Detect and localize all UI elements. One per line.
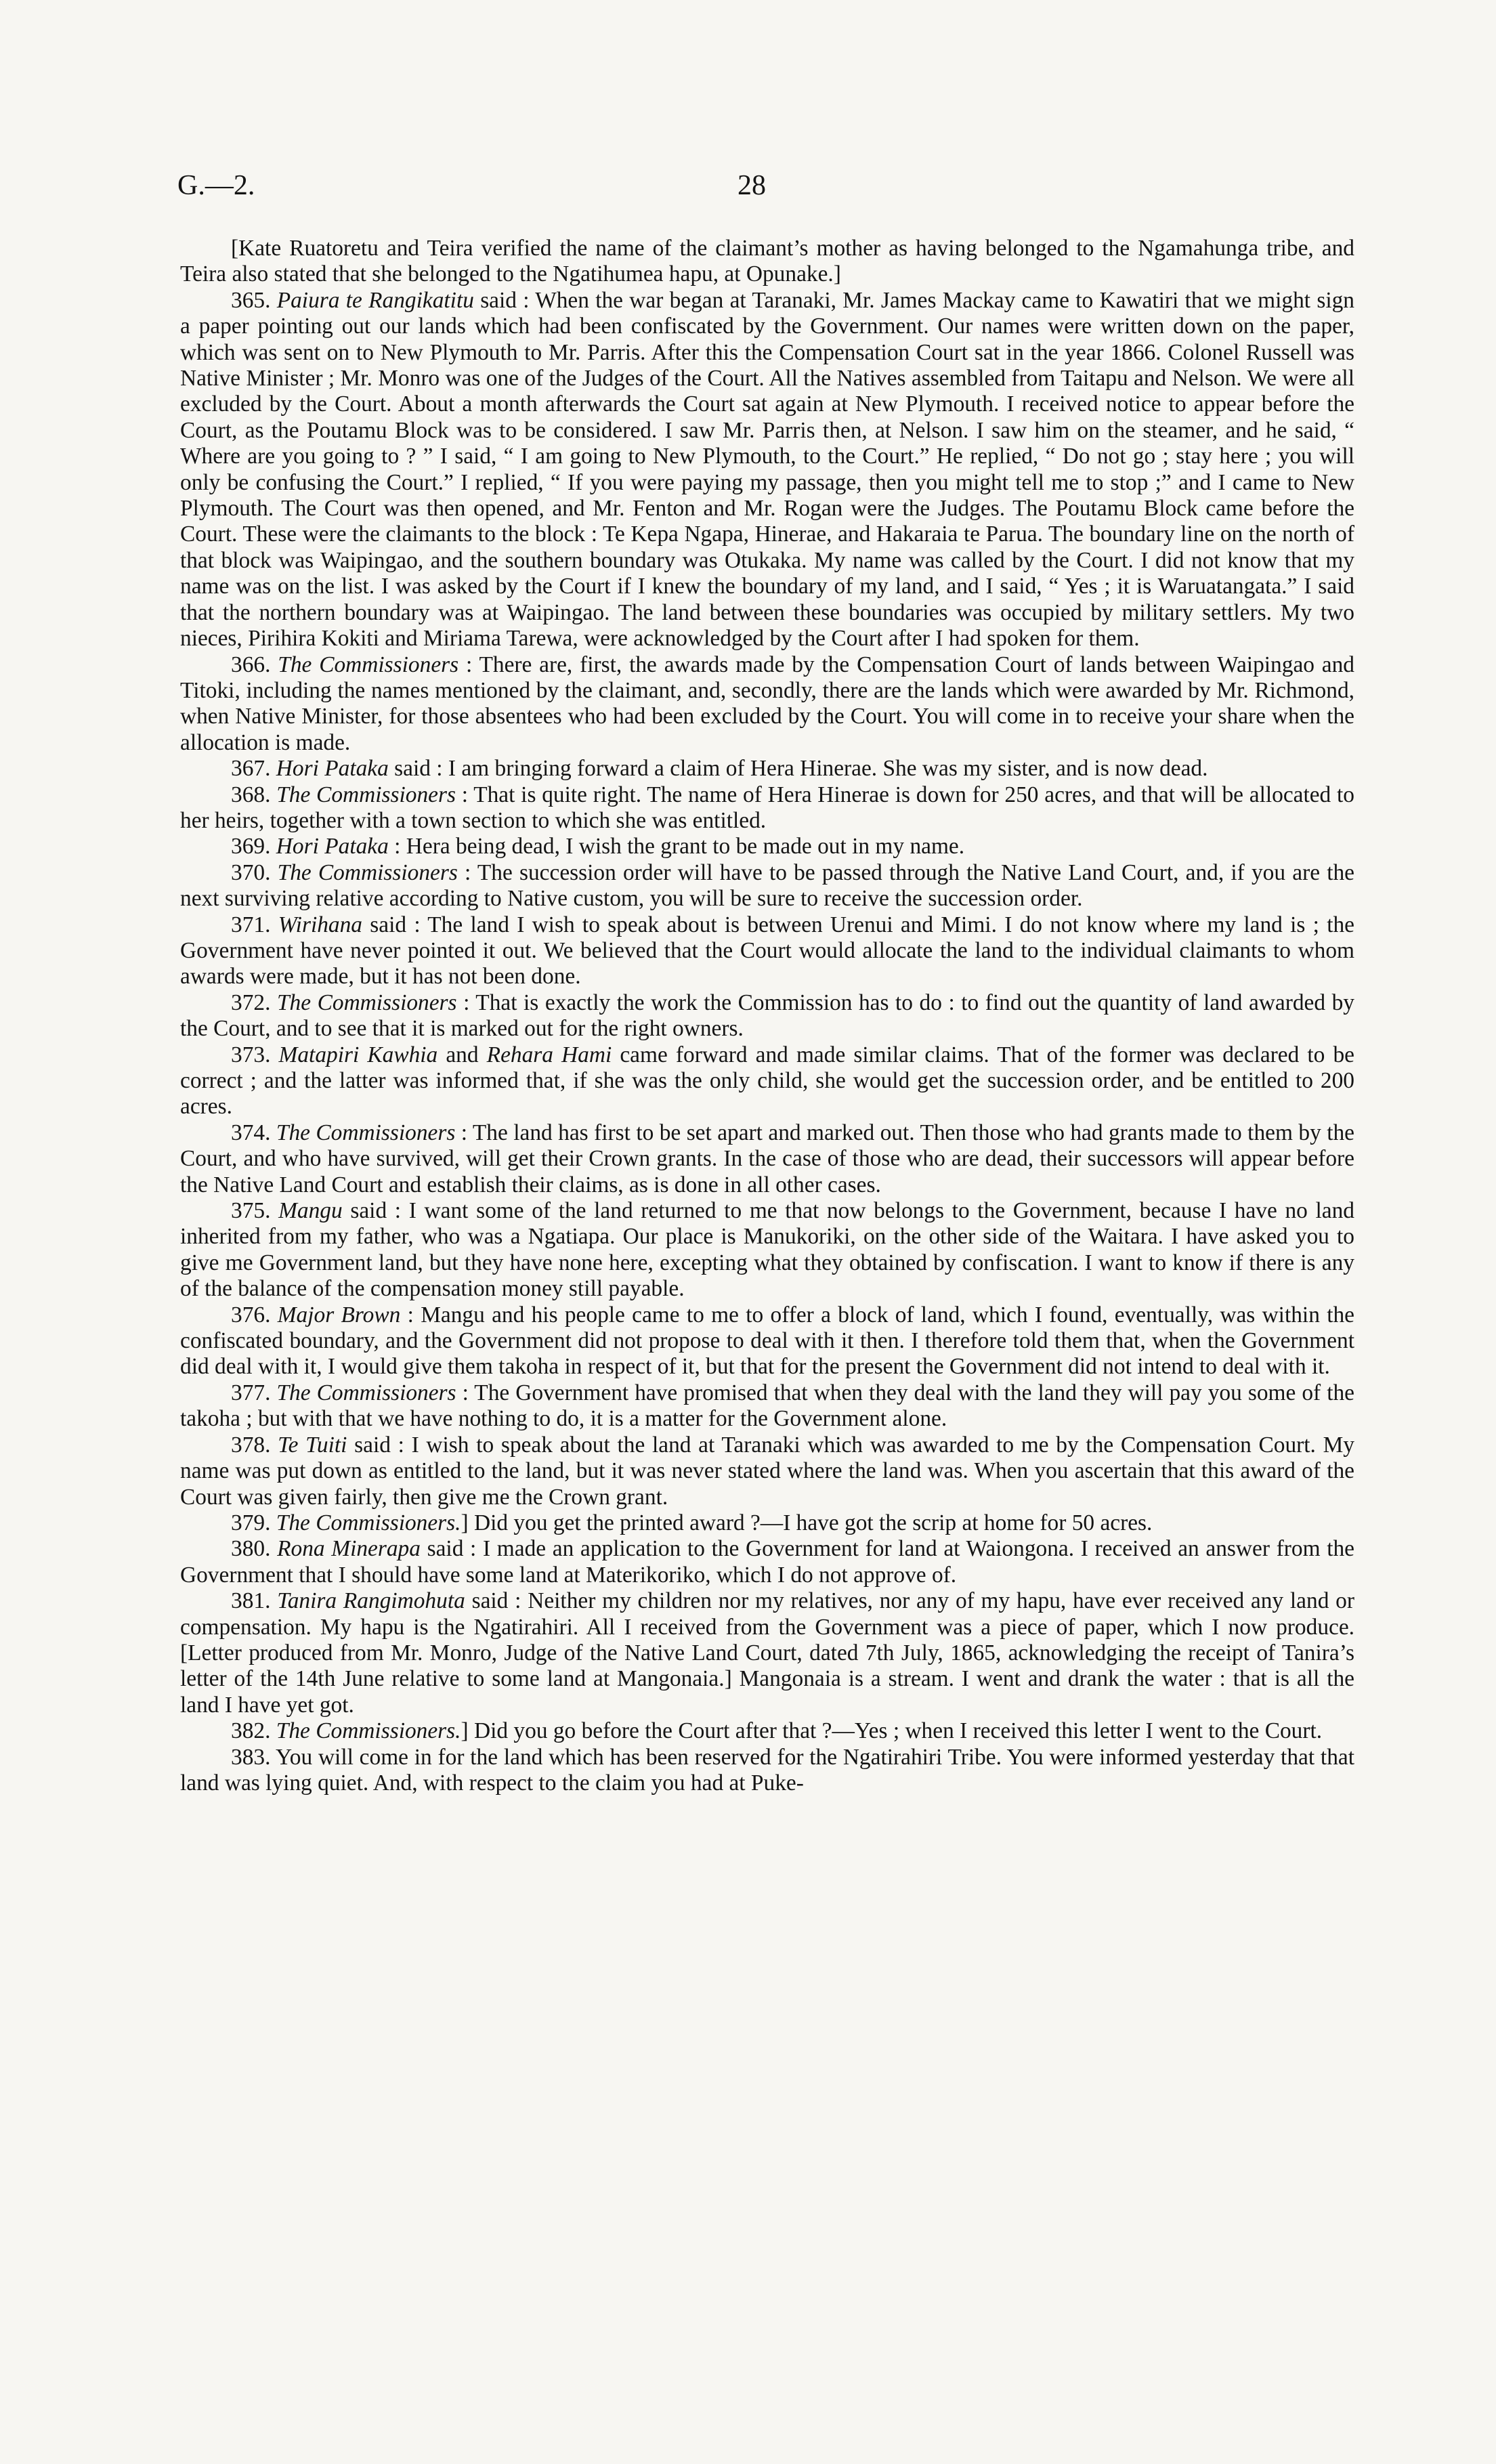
paragraph-number: 380. <box>231 1536 271 1562</box>
paragraph-text: came forward and made similar claims. That of the former was declared to be correct ; and the latter was informed that, if she was the only child, she would get the succession order, and be entitled to 200 acres. <box>180 1042 1354 1120</box>
paragraph-text: I am bringing forward a claim of Hera Hinerae. She was my sister, and is now dead. <box>442 756 1208 782</box>
speaker-name: Rona Minerapa <box>277 1536 421 1562</box>
paragraph-text: Mangu and his people came to me to offer a block of land, which I found, eventually, was within the confiscated boundary, and the Government did not propose to deal with it then. I therefore told them that, when the Government did deal with it, I would give them takoha in respect of it, but that for the present the Government did not intend to deal with it. <box>180 1302 1354 1380</box>
speaker-name: Te Tuiti <box>278 1432 347 1458</box>
paragraph-text: The land has first to be set apart and marked out. Then those who had grants made to them by the Court, and who have survived, will get their Crown grants. In the case of those who are dead, their successors will appear before the Native Land Court and establish their claims, as is done in all other cases. <box>180 1120 1354 1197</box>
speaker-name: The Commissioners <box>277 859 458 885</box>
paragraph-text: Hera being dead, I wish the grant to be made out in my name. <box>400 834 965 859</box>
paragraph-text: I want some of the land returned to me that now belongs to the Government, because I have no land inherited from my father, who was a Ngatiapa. Our place is Manukoriki, on the other side of the Waitara. I have asked you to give me Government land, but they have none here, excepting what they obtained by confiscation. I want to know if there is any of the balance of the compensation money still payable. <box>180 1198 1354 1302</box>
paragraph <box>180 1042 1354 1120</box>
paragraph-number: 383. <box>231 1744 271 1770</box>
speaker-separator: said : <box>420 1536 477 1562</box>
speaker-separator: : <box>456 1380 469 1405</box>
speaker-separator: said : <box>362 912 421 937</box>
paragraph-text: You will come in for the land which has been reserved for the Ngatirahiri Tribe. You were informed yesterday that that land was lying quiet. And, with respect to the claim you had at Puke- <box>180 1744 1354 1796</box>
speaker-separator: : <box>400 1302 414 1327</box>
speaker-separator: and <box>437 1042 487 1067</box>
paragraph <box>180 1745 1354 1797</box>
speaker-name: The Commissioners <box>276 1380 456 1405</box>
paragraph <box>180 912 1354 990</box>
paragraph-number: 374. <box>231 1120 271 1145</box>
paragraph-number: 375. <box>231 1198 271 1224</box>
paragraph-text: There are, first, the awards made by the Compensation Court of lands between Waipingao and Titoki, including the names mentioned by the claimant, and, secondly, there are the lands which were awarded by Mr. Richmond, when Native Minister, for those absentees who had been excluded by the Court. You will come in to receive your share when the allocation is made. <box>180 652 1354 755</box>
page-number: 28 <box>738 170 766 201</box>
paragraph <box>180 1432 1354 1510</box>
speaker-name: Paiura te Rangikatitu <box>276 287 474 313</box>
speaker-name: Mangu <box>278 1198 343 1224</box>
speaker-name: The Commissioners. <box>276 1718 461 1744</box>
paragraph-text: Neither my children nor my relatives, nor any of my hapu, have ever received any land or compensation. My hapu is the Ngatirahiri. All I received from the Government was a piece of paper, which I now produce. [Letter produced from Mr. Monro, Judge of the Native Land Court, dated 7th July, 1865, acknowledging the receipt of Tanira’s letter of the 14th June relative to some land at Mangonaia.] Mangonaia is a stream. I went and drank the water : that is all the land I have yet got. <box>180 1588 1354 1718</box>
paragraph-number: 371. <box>231 912 271 937</box>
paragraph <box>180 834 1354 859</box>
paragraph-text: The land I wish to speak about is between Urenui and Mimi. I do not know where my land is ; the Government have never pointed it out. We believed that the Court would allocate the land to the individual claimants to whom awards were made, but it has not been done. <box>180 912 1354 990</box>
paragraph-text: That is quite right. The name of Hera Hinerae is down for 250 acres, and that will be allocated to her heirs, together with a town section to which she was entitled. <box>180 782 1354 833</box>
paragraph <box>180 1380 1354 1432</box>
speaker-name: Rehara Hami <box>486 1042 612 1067</box>
paragraph-text: That is exactly the work the Commission has to do : to find out the quantity of land awarded by the Court, and to see that it is marked out for the right owners. <box>180 990 1355 1042</box>
paragraph-list <box>180 288 1354 1797</box>
paragraph-number: 372. <box>231 990 271 1015</box>
speaker-separator: said : <box>465 1588 521 1614</box>
paragraph <box>180 288 1354 652</box>
paragraph-number: 368. <box>231 782 271 807</box>
paragraph-number: 370. <box>231 859 271 885</box>
speaker-separator: ] <box>461 1718 469 1744</box>
body-text <box>180 236 1354 1796</box>
speaker-separator: : <box>458 652 473 677</box>
paragraph-number: 366. <box>231 652 271 677</box>
paragraph <box>180 1718 1354 1744</box>
speaker-separator: said : <box>388 756 443 782</box>
paragraph-number: 376. <box>231 1302 271 1327</box>
paragraph-number: 377. <box>231 1380 271 1405</box>
speaker-separator: : <box>456 990 470 1015</box>
paragraph <box>180 756 1354 782</box>
speaker-separator: ] <box>461 1510 469 1535</box>
speaker-name: Hori Pataka <box>276 834 389 859</box>
speaker-separator: : <box>388 834 401 859</box>
paragraph <box>180 990 1354 1042</box>
speaker-separator: said : <box>347 1432 404 1458</box>
speaker-name: The Commissioners <box>278 652 459 677</box>
speaker-separator: : <box>455 1120 468 1145</box>
speaker-name: Wirihana <box>278 912 363 937</box>
paragraph <box>180 1198 1354 1302</box>
paragraph <box>180 860 1354 912</box>
speaker-separator: : <box>457 859 471 885</box>
speaker-name: Matapiri Kawhia <box>278 1042 438 1067</box>
paragraph-number: 367. <box>231 756 271 782</box>
paragraph <box>180 1536 1354 1588</box>
intro-note: [Kate Ruatoretu and Teira verified the name of the claimant’s mother as having belonged to the Ngamahunga tribe, and Teira also stated that she belonged to the Ngatihumea hapu, at Opunake.] <box>180 236 1354 287</box>
speaker-name: The Commissioners. <box>276 1510 461 1535</box>
paragraph-text: Did you get the printed award ?—I have got the scrip at home for 50 acres. <box>468 1510 1153 1535</box>
speaker-separator: said : <box>342 1198 402 1224</box>
paragraph-number: 369. <box>231 834 271 859</box>
paragraph-text: When the war began at Taranaki, Mr. James Mackay came to Kawatiri that we might sign a paper pointing out our lands which had been confiscated by the Government. Our names were written down on the paper, which was sent on to New Plymouth to Mr. Parris. After this the Compensation Court sat in the year 1866. Colonel Russell was Native Minister ; Mr. Monro was one of the Judges of the Court. All the Natives assembled from Taitapu and Nelson. We were all excluded by the Court. About a month afterwards the Court sat again at New Plymouth. I received notice to appear before the Court, as the Poutamu Block was to be considered. I saw Mr. Parris then, at Nelson. I saw him on the steamer, and he said, “ Where are you going to ? ” I said, “ I am going to New Plymouth, to the Court.” He replied, “ Do not go ; stay here ; you will only be confusing the Court.” I replied, “ If you were paying my passage, then you might tell me to stop ;” and I came to New Plymouth. The Court was then opened, and Mr. Fenton and Mr. Rogan were the Judges. The Poutamu Block came before the Court. These were the claimants to the block : Te Kepa Ngapa, Hinerae, and Hakaraia te Parua. The boundary line on the north of that block was Waipingao, and the southern boundary was Otukaka. My name was called by the Court. I did not know that my name was on the list. I was asked by the Court if I knew the boundary of my land, and I said, “ Yes ; it is Waruatangata.” I said that the northern boundary was at Waipingao. The land between these boundaries was occupied by military settlers. My two nieces, Pirihira Kokiti and Miriama Tarewa, were acknowledged by the Court after I had spoken for them. <box>180 287 1354 652</box>
paragraph-number: 373. <box>231 1042 271 1067</box>
document-code: G.—2. <box>177 170 255 201</box>
paragraph-number: 382. <box>231 1718 271 1744</box>
speaker-name: The Commissioners <box>276 782 456 807</box>
paragraph <box>180 782 1354 834</box>
speaker-name: The Commissioners <box>276 1120 456 1145</box>
paragraph-number: 378. <box>231 1432 271 1458</box>
paragraph-text: The Government have promised that when they deal with the land they will pay you some of the takoha ; but with that we have nothing to do, it is a matter for the Government alone. <box>180 1380 1355 1432</box>
paragraph-number: 365. <box>231 287 271 313</box>
paragraph <box>180 1120 1354 1198</box>
speaker-name: Hori Pataka <box>276 756 389 782</box>
paragraph <box>180 1510 1354 1536</box>
paragraph <box>180 1588 1354 1718</box>
speaker-name: Tanira Rangimohuta <box>277 1588 465 1614</box>
speaker-separator: said : <box>473 287 530 313</box>
speaker-name: The Commissioners <box>276 990 457 1015</box>
paragraph-text: Did you go before the Court after that ?—Yes ; when I received this letter I went to the Court. <box>468 1718 1323 1744</box>
paragraph-text: I made an application to the Government for land at Waiongona. I received an answer from the Government that I should have some land at Materikoriko, which I do not approve of. <box>180 1536 1354 1588</box>
speaker-name: Major Brown <box>277 1302 401 1327</box>
paragraph-text: The succession order will have to be passed through the Native Land Court, and, if you are the next surviving relative according to Native custom, you will be sure to receive the succession order. <box>180 859 1354 912</box>
paragraph <box>180 652 1354 757</box>
paragraph-number: 381. <box>231 1588 271 1614</box>
paragraph-number: 379. <box>231 1510 271 1535</box>
paragraph <box>180 1302 1354 1380</box>
paragraph-text: I wish to speak about the land at Taranaki which was awarded to me by the Compensation Court. My name was put down as entitled to the land, but it was never stated where the land was. When you ascertain that this award of the Court was given fairly, then give me the Crown grant. <box>180 1432 1354 1510</box>
speaker-separator: : <box>456 782 469 807</box>
